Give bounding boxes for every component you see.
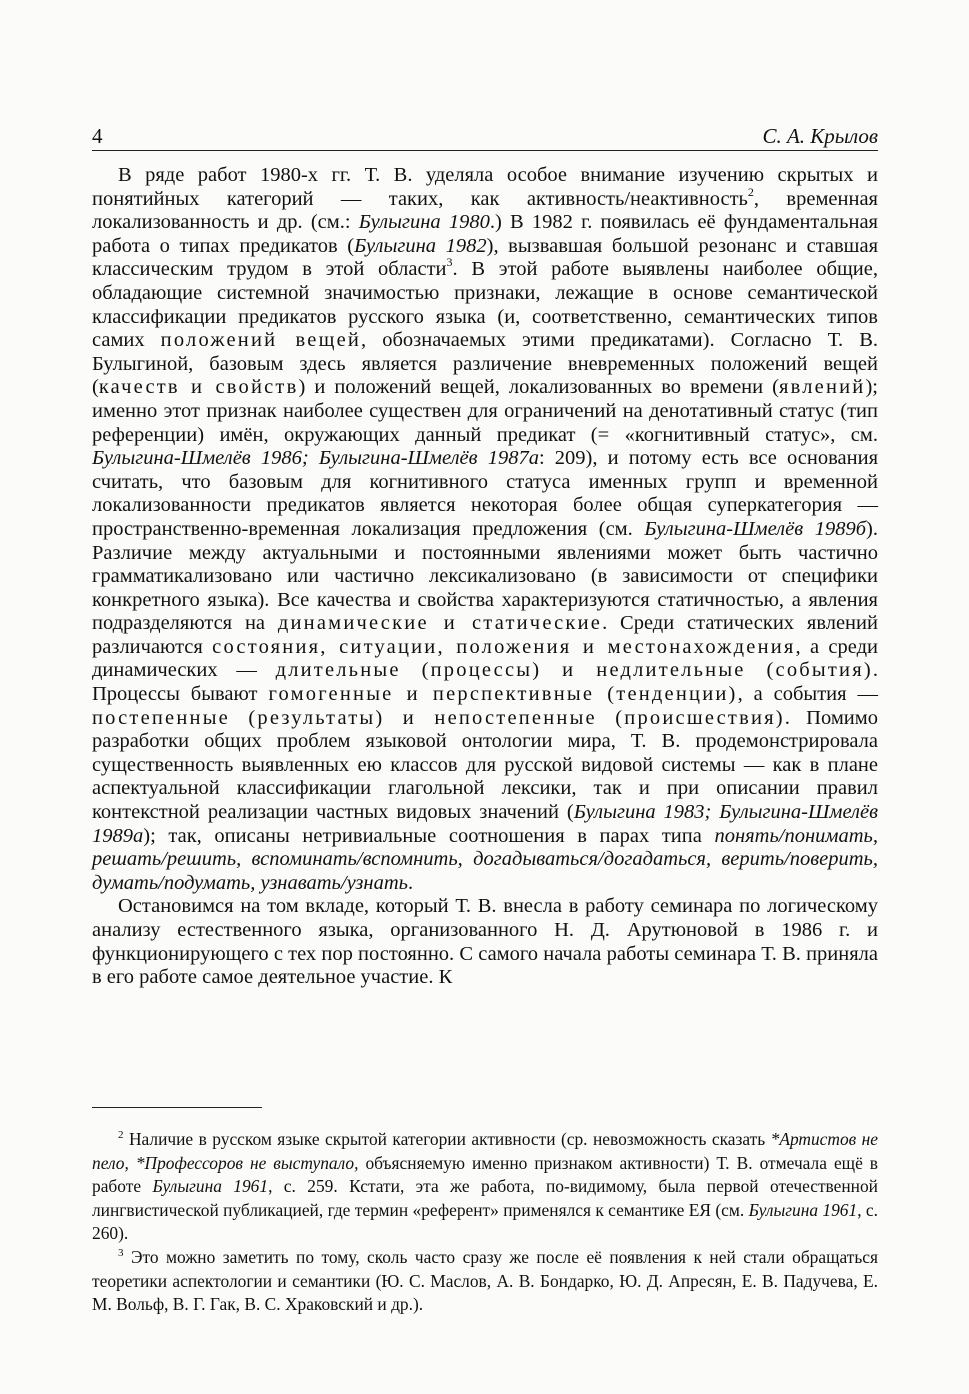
- text-run: , с. 259. Кстати, эта же работа, по-видимому, была первой отечественной лингвистической публикацией, где термин «референт» применялся к семантике ЕЯ (см.: [92, 1176, 878, 1220]
- footnote-3: [92, 1246, 878, 1317]
- spaced-term: явлений: [778, 376, 866, 399]
- paragraph-1: [92, 164, 878, 895]
- text-run: . Процессы бывают: [92, 659, 878, 706]
- spaced-term: длительные (процессы) и недлительные (события): [275, 659, 873, 682]
- citation: Булыгина 1980: [358, 211, 490, 234]
- text-run: ); так, описаны нетривиальные соотношения в парах типа: [143, 824, 715, 847]
- text-run: . Среди статических явлений различаются: [92, 612, 878, 658]
- text-run: , обозначаемых этими предикатами). Согласно Т. В. Булыгиной, базовым здесь является различение вневременных положений вещей (: [92, 329, 878, 399]
- text-run: В ряде работ 1980-х гг. Т. В. уделяла особое внимание изучению скрытых и понятийных категорий — таких, как активность/неактивность: [92, 164, 878, 210]
- footnote-separator: [92, 1107, 262, 1108]
- footnote-marker: 2: [118, 1129, 124, 1141]
- citation: Булыгина 1983; Булыгина-Шмелёв 1989а: [92, 801, 878, 847]
- paragraph-2: Остановимся на том вкладе, который Т. В. внесла в работу семинара по логическому анализу естественного языка, организованного Н. Д. Арутюновой в 1986 г. и функционирующего с тех пор постоянно. С самого начала работы семинара Т. В. приняла в его работе самое деятельное участие. К: [92, 895, 878, 989]
- footnote-ref-2: 2: [747, 184, 754, 199]
- footnote-marker: 3: [118, 1246, 124, 1259]
- verb-pairs-list: понять/понимать, решать/решить, вспоминать/вспомнить, догадываться/догадаться, верить/поверить, думать/подумать, узнавать/узнать: [92, 824, 878, 894]
- text-run: , а события —: [737, 683, 878, 706]
- footnote-2: [92, 1128, 878, 1246]
- spaced-term: динамические и статические: [277, 612, 603, 635]
- footnotes: [92, 1128, 878, 1317]
- page-number: 4: [92, 124, 103, 148]
- text-run: , временная локализованность и др. (см.:: [92, 187, 878, 234]
- text-run: ); именно этот признак наиболее существен для ограничений на денотативный статус (тип референции) имён, окружающих данный предикат (= «когнитивный статус», см.: [92, 376, 878, 446]
- text-run: , а среди динамических —: [92, 635, 878, 682]
- spaced-term: качеств и свойств: [98, 376, 299, 399]
- text-run: Это можно заметить по тому, сколь часто сразу же после её появления к ней стали обращаться теоретики аспектологии и семантики (Ю. С. Маслов, А. В. Бондарко, Ю. Д. Апресян, Е. В. Падучева, Е. М. Вольф, В. Г. Гак, В. С. Храковский и др.).: [92, 1246, 878, 1315]
- citation: Булыгина 1961: [152, 1176, 269, 1197]
- spaced-term: гомогенные и перспективные (тенденции): [268, 683, 738, 706]
- text-run: ), вызвавшая большой резонанс и ставшая классическим трудом в этой области: [92, 234, 878, 281]
- text-run: .: [407, 871, 414, 894]
- spaced-term: постепенные (результаты) и непостепенные (происшествия): [92, 706, 785, 729]
- footnote-ref-3: 3: [446, 255, 453, 270]
- text-run: . В этой работе выявлены наиболее общие, обладающие системной значимостью признаки, лежащие в основе семантической классификации предикатов русского языка (и, соответственно, семантических типов самих: [92, 258, 878, 352]
- text-run: .) В 1982 г. появилась её фундаментальная работа о типах предикатов (: [92, 211, 878, 257]
- spaced-term: состояния, ситуации, положения и местонахождения: [212, 635, 796, 658]
- running-head-author: С. А. Крылов: [762, 124, 878, 148]
- text-run: ) и положений вещей, локализованных во времени (: [298, 376, 779, 399]
- citation: Булыгина-Шмелёв 1986; Булыгина-Шмелёв 1987а: [92, 447, 539, 470]
- header-rule: [92, 150, 878, 151]
- text-run: : 209), и потому есть все основания считать, что базовым для когнитивного статуса именных групп и временной локализованности предикатов является некоторая более общая суперкатегория — пространственно-временная локализация предложения (см.: [92, 447, 878, 540]
- main-text: [92, 164, 878, 990]
- citation: Булыгина 1961: [748, 1199, 858, 1220]
- text-run: объясняемую именно признаком активности) Т. В. отмечала ещё в работе: [92, 1152, 879, 1197]
- text-run: , с. 260).: [92, 1199, 878, 1244]
- text-run: ). Различие между актуальными и постоянными явлениями может быть частично грамматикализовано или частично лексикализовано (в зависимости от специфики конкретного языка). Все качества и свойства характеризуются статичностью, а явления подразделяются на: [92, 517, 878, 635]
- running-header: [92, 124, 878, 148]
- citation: Булыгина 1982: [354, 234, 487, 257]
- example: *Артистов не пело, *Профессоров не выступало,: [92, 1129, 878, 1173]
- citation: Булыгина-Шмелёв 1989б: [644, 517, 867, 540]
- text-run: Наличие в русском языке скрытой категории активности (ср. невозможность сказать: [123, 1129, 771, 1149]
- text-run: . Помимо разработки общих проблем языковой онтологии мира, Т. В. продемонстрировала существенность выявленных ею классов для русской видовой системы — как в плане аспектуальной классификации глагольной лексики, так и при описании правил контекстной реализации частных видовых значений (: [92, 706, 878, 824]
- spaced-term: положений вещей: [160, 329, 362, 352]
